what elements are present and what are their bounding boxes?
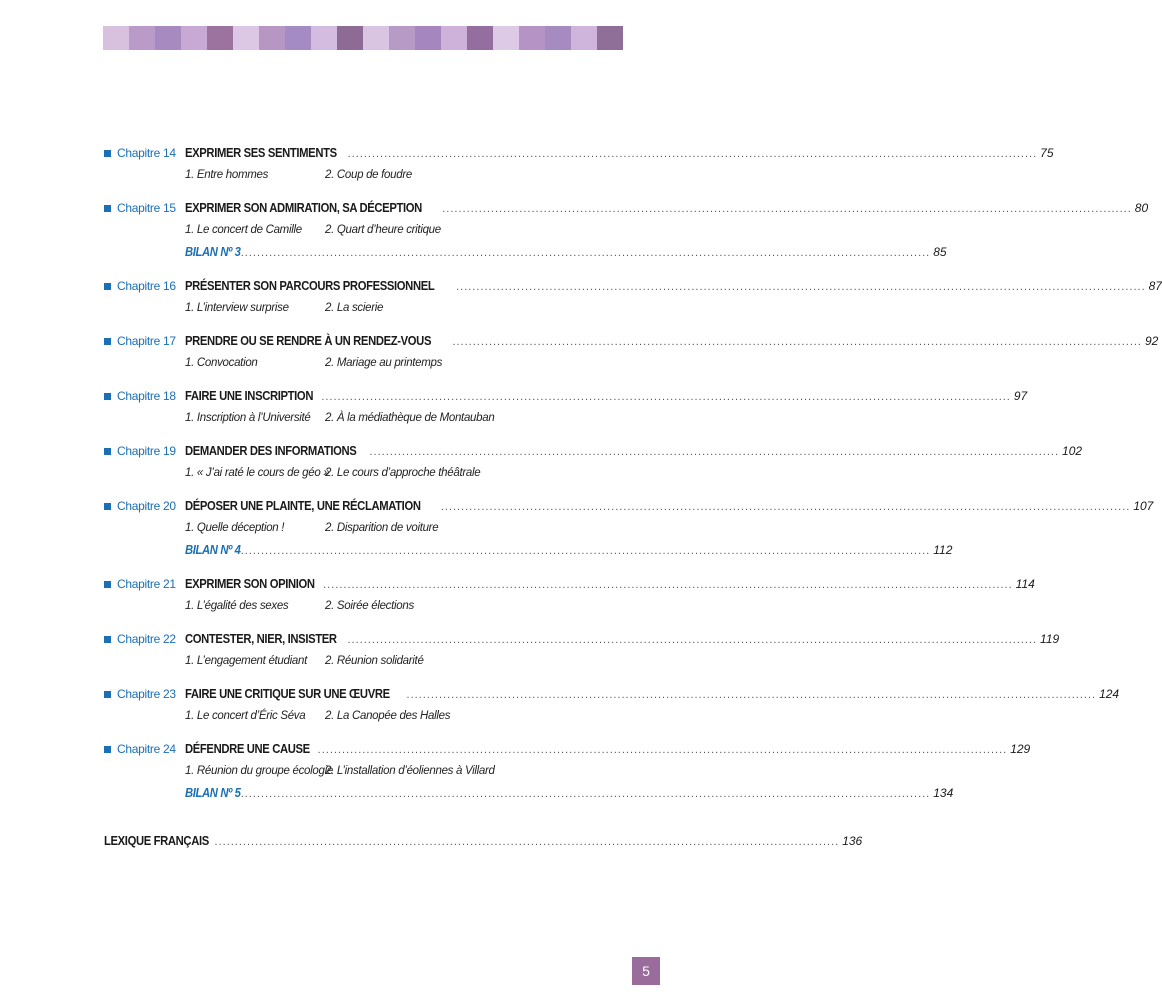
chapter-number: Chapitre 14 <box>117 146 176 160</box>
chapter-title: DÉFENDRE UNE CAUSE <box>185 742 310 756</box>
leader-dots: .......................................................................................................................................................................... <box>406 689 1097 701</box>
subsection-1[interactable]: 1. Quelle déception ! <box>185 522 285 534</box>
square-bullet-icon <box>104 338 111 345</box>
leader-dots: .......................................................................................................................................................................... <box>240 788 931 800</box>
chapter-number: Chapitre 15 <box>117 201 176 215</box>
subsection-2[interactable]: 2. Quart d’heure critique <box>325 224 441 236</box>
chapter-number: Chapitre 19 <box>117 444 176 458</box>
color-swatch <box>363 26 389 50</box>
leader-dots: .......................................................................................................................................................................... <box>347 148 1038 160</box>
chapter-label <box>104 742 184 756</box>
chapter-label <box>104 687 184 701</box>
square-bullet-icon <box>104 503 111 510</box>
chapter-title-row[interactable] <box>104 628 1060 650</box>
square-bullet-icon <box>104 150 111 157</box>
color-swatch <box>337 26 363 50</box>
subsection-2[interactable]: 2. À la médiathèque de Montauban <box>325 412 495 424</box>
chapter-label <box>104 146 184 160</box>
lexique-entry[interactable] <box>104 834 863 848</box>
subsection-row <box>104 297 634 319</box>
chapter-title: DÉPOSER UNE PLAINTE, UNE RÉCLAMATION <box>185 499 421 513</box>
subsection-2[interactable]: 2. La Canopée des Halles <box>325 710 451 722</box>
color-swatch <box>571 26 597 50</box>
subsection-row <box>104 760 634 782</box>
leader-dots: .......................................................................................................................................................................... <box>456 281 1146 293</box>
subsection-2[interactable]: 2. Disparition de voiture <box>325 522 439 534</box>
square-bullet-icon <box>104 205 111 212</box>
subsection-1[interactable]: 1. Entre hommes <box>185 169 269 181</box>
chapter-title: PRENDRE OU SE RENDRE À UN RENDEZ-VOUS <box>185 334 432 348</box>
chapter-title: PRÉSENTER SON PARCOURS PROFESSIONNEL <box>185 279 435 293</box>
subsection-row <box>104 705 634 727</box>
chapter-label <box>104 201 184 215</box>
color-swatch <box>311 26 337 50</box>
page-number-badge: 5 <box>632 957 660 985</box>
chapter-page: 129 <box>1010 742 1031 756</box>
square-bullet-icon <box>104 691 111 698</box>
chapter-title-row[interactable] <box>104 495 1154 517</box>
chapter-title: CONTESTER, NIER, INSISTER <box>185 632 337 646</box>
bilan-title: BILAN Nº 5 <box>185 786 241 800</box>
chapter-entry <box>104 197 1149 263</box>
subsection-row <box>104 219 634 241</box>
chapter-title-row[interactable] <box>104 573 1035 595</box>
chapter-number: Chapitre 24 <box>117 742 176 756</box>
leader-dots: .......................................................................................................................................................................... <box>440 501 1131 513</box>
leader-dots: .......................................................................................................................................................................... <box>240 247 931 259</box>
subsection-2[interactable]: 2. Mariage au printemps <box>325 357 443 369</box>
bilan-page: 85 <box>933 245 947 259</box>
chapter-entry <box>104 683 1120 727</box>
leader-dots: .......................................................................................................................................................................... <box>442 203 1132 215</box>
color-swatch-bar <box>103 26 623 50</box>
leader-dots: .......................................................................................................................................................... <box>214 836 840 848</box>
chapter-title-row[interactable] <box>104 440 1083 462</box>
color-swatch <box>207 26 233 50</box>
bilan-row[interactable] <box>104 539 953 561</box>
color-swatch <box>285 26 311 50</box>
chapter-entry <box>104 142 1054 186</box>
chapter-title-row[interactable] <box>104 142 1054 164</box>
subsection-row <box>104 164 634 186</box>
bilan-row[interactable] <box>104 241 947 263</box>
color-swatch <box>441 26 467 50</box>
chapter-entry <box>104 385 1028 429</box>
subsection-1[interactable]: 1. Le concert de Camille <box>185 224 302 236</box>
subsection-1[interactable]: 1. L’interview surprise <box>185 302 289 314</box>
chapter-number: Chapitre 23 <box>117 687 176 701</box>
chapter-title-row[interactable] <box>104 330 1159 352</box>
square-bullet-icon <box>104 581 111 588</box>
chapter-entry <box>104 440 1083 484</box>
subsection-1[interactable]: 1. « J’ai raté le cours de géo » <box>185 467 330 479</box>
chapter-label <box>104 577 184 591</box>
chapter-title: EXPRIMER SES SENTIMENTS <box>185 146 337 160</box>
subsection-1[interactable]: 1. Convocation <box>185 357 258 369</box>
chapter-title-row[interactable] <box>104 738 1031 760</box>
square-bullet-icon <box>104 636 111 643</box>
color-swatch <box>519 26 545 50</box>
subsection-2[interactable]: 2. Soirée élections <box>325 600 414 612</box>
subsection-2[interactable]: 2. La scierie <box>325 302 384 314</box>
bilan-title: BILAN Nº 4 <box>185 543 241 557</box>
square-bullet-icon <box>104 283 111 290</box>
color-swatch <box>597 26 623 50</box>
color-swatch <box>233 26 259 50</box>
chapter-page: 97 <box>1013 389 1028 403</box>
leader-dots: .......................................................................................................................................................................... <box>347 634 1038 646</box>
chapter-page: 114 <box>1015 577 1035 591</box>
chapter-title: EXPRIMER SON ADMIRATION, SA DÉCEPTION <box>185 201 422 215</box>
color-swatch <box>155 26 181 50</box>
chapter-title: EXPRIMER SON OPINION <box>185 577 315 591</box>
chapter-page: 80 <box>1134 201 1149 215</box>
color-swatch <box>415 26 441 50</box>
leader-dots: .......................................................................................................................................................................... <box>323 579 1013 591</box>
subsection-2[interactable]: 2. L’installation d’éoliennes à Villard <box>325 765 495 777</box>
chapter-title: FAIRE UNE INSCRIPTION <box>185 389 314 403</box>
chapter-label <box>104 334 184 348</box>
color-swatch <box>389 26 415 50</box>
subsection-1[interactable]: 1. Inscription à l’Université <box>185 412 311 424</box>
chapter-title-row[interactable] <box>104 385 1028 407</box>
leader-dots: .......................................................................................................................................................................... <box>369 446 1060 458</box>
color-swatch <box>493 26 519 50</box>
color-swatch <box>181 26 207 50</box>
chapter-page: 87 <box>1148 279 1162 293</box>
color-swatch <box>545 26 571 50</box>
chapter-entry <box>104 573 1035 617</box>
color-swatch <box>103 26 129 50</box>
chapter-entry <box>104 330 1159 374</box>
chapter-number: Chapitre 22 <box>117 632 176 646</box>
subsection-2[interactable]: 2. Réunion solidarité <box>325 655 424 667</box>
chapter-number: Chapitre 16 <box>117 279 176 293</box>
chapter-label <box>104 499 184 513</box>
color-swatch <box>259 26 285 50</box>
chapter-title-row[interactable] <box>104 197 1149 219</box>
chapter-number: Chapitre 21 <box>117 577 176 591</box>
subsection-1[interactable]: 1. L’égalité des sexes <box>185 600 289 612</box>
square-bullet-icon <box>104 448 111 455</box>
chapter-number: Chapitre 18 <box>117 389 176 403</box>
chapter-page: 107 <box>1133 499 1154 513</box>
lexique-title: LEXIQUE FRANÇAIS <box>104 834 209 848</box>
subsection-row <box>104 462 634 484</box>
subsection-row <box>104 650 634 672</box>
leader-dots: .......................................................................................................................................................................... <box>240 545 931 557</box>
subsection-1[interactable]: 1. L’engagement étudiant <box>185 655 307 667</box>
chapter-page: 92 <box>1144 334 1159 348</box>
subsection-row <box>104 352 634 374</box>
chapter-label <box>104 444 184 458</box>
subsection-row <box>104 517 634 539</box>
chapter-number: Chapitre 20 <box>117 499 176 513</box>
chapter-label <box>104 389 184 403</box>
chapter-title: DEMANDER DES INFORMATIONS <box>185 444 357 458</box>
chapter-page: 102 <box>1062 444 1083 458</box>
color-swatch <box>467 26 493 50</box>
leader-dots: .......................................................................................................................................................................... <box>317 744 1008 756</box>
chapter-title: FAIRE UNE CRITIQUE SUR UNE ŒUVRE <box>185 687 390 701</box>
leader-dots: .......................................................................................................................................................................... <box>321 391 1011 403</box>
chapter-entry <box>104 628 1060 672</box>
subsection-row <box>104 595 634 617</box>
subsection-2[interactable]: 2. Coup de foudre <box>325 169 412 181</box>
leader-dots: .......................................................................................................................................................................... <box>452 336 1142 348</box>
chapter-title-row[interactable] <box>104 683 1120 705</box>
chapter-page: 75 <box>1040 146 1054 160</box>
subsection-1[interactable]: 1. Réunion du groupe écologie <box>185 765 333 777</box>
subsection-1[interactable]: 1. Le concert d’Éric Séva <box>185 710 306 722</box>
chapter-page: 124 <box>1099 687 1120 701</box>
square-bullet-icon <box>104 746 111 753</box>
subsection-2[interactable]: 2. Le cours d’approche théâtrale <box>325 467 481 479</box>
bilan-title: BILAN Nº 3 <box>185 245 241 259</box>
chapter-title-row[interactable] <box>104 275 1162 297</box>
bilan-page: 134 <box>933 786 954 800</box>
bilan-row[interactable] <box>104 782 954 804</box>
chapter-page: 119 <box>1040 632 1060 646</box>
chapter-number: Chapitre 17 <box>117 334 176 348</box>
lexique-page: 136 <box>842 834 863 848</box>
bilan-page: 112 <box>933 543 953 557</box>
chapter-label <box>104 632 184 646</box>
chapter-entry <box>104 738 1031 804</box>
square-bullet-icon <box>104 393 111 400</box>
color-swatch <box>129 26 155 50</box>
subsection-row <box>104 407 634 429</box>
chapter-entry <box>104 275 1162 319</box>
chapter-label <box>104 279 184 293</box>
chapter-entry <box>104 495 1154 561</box>
